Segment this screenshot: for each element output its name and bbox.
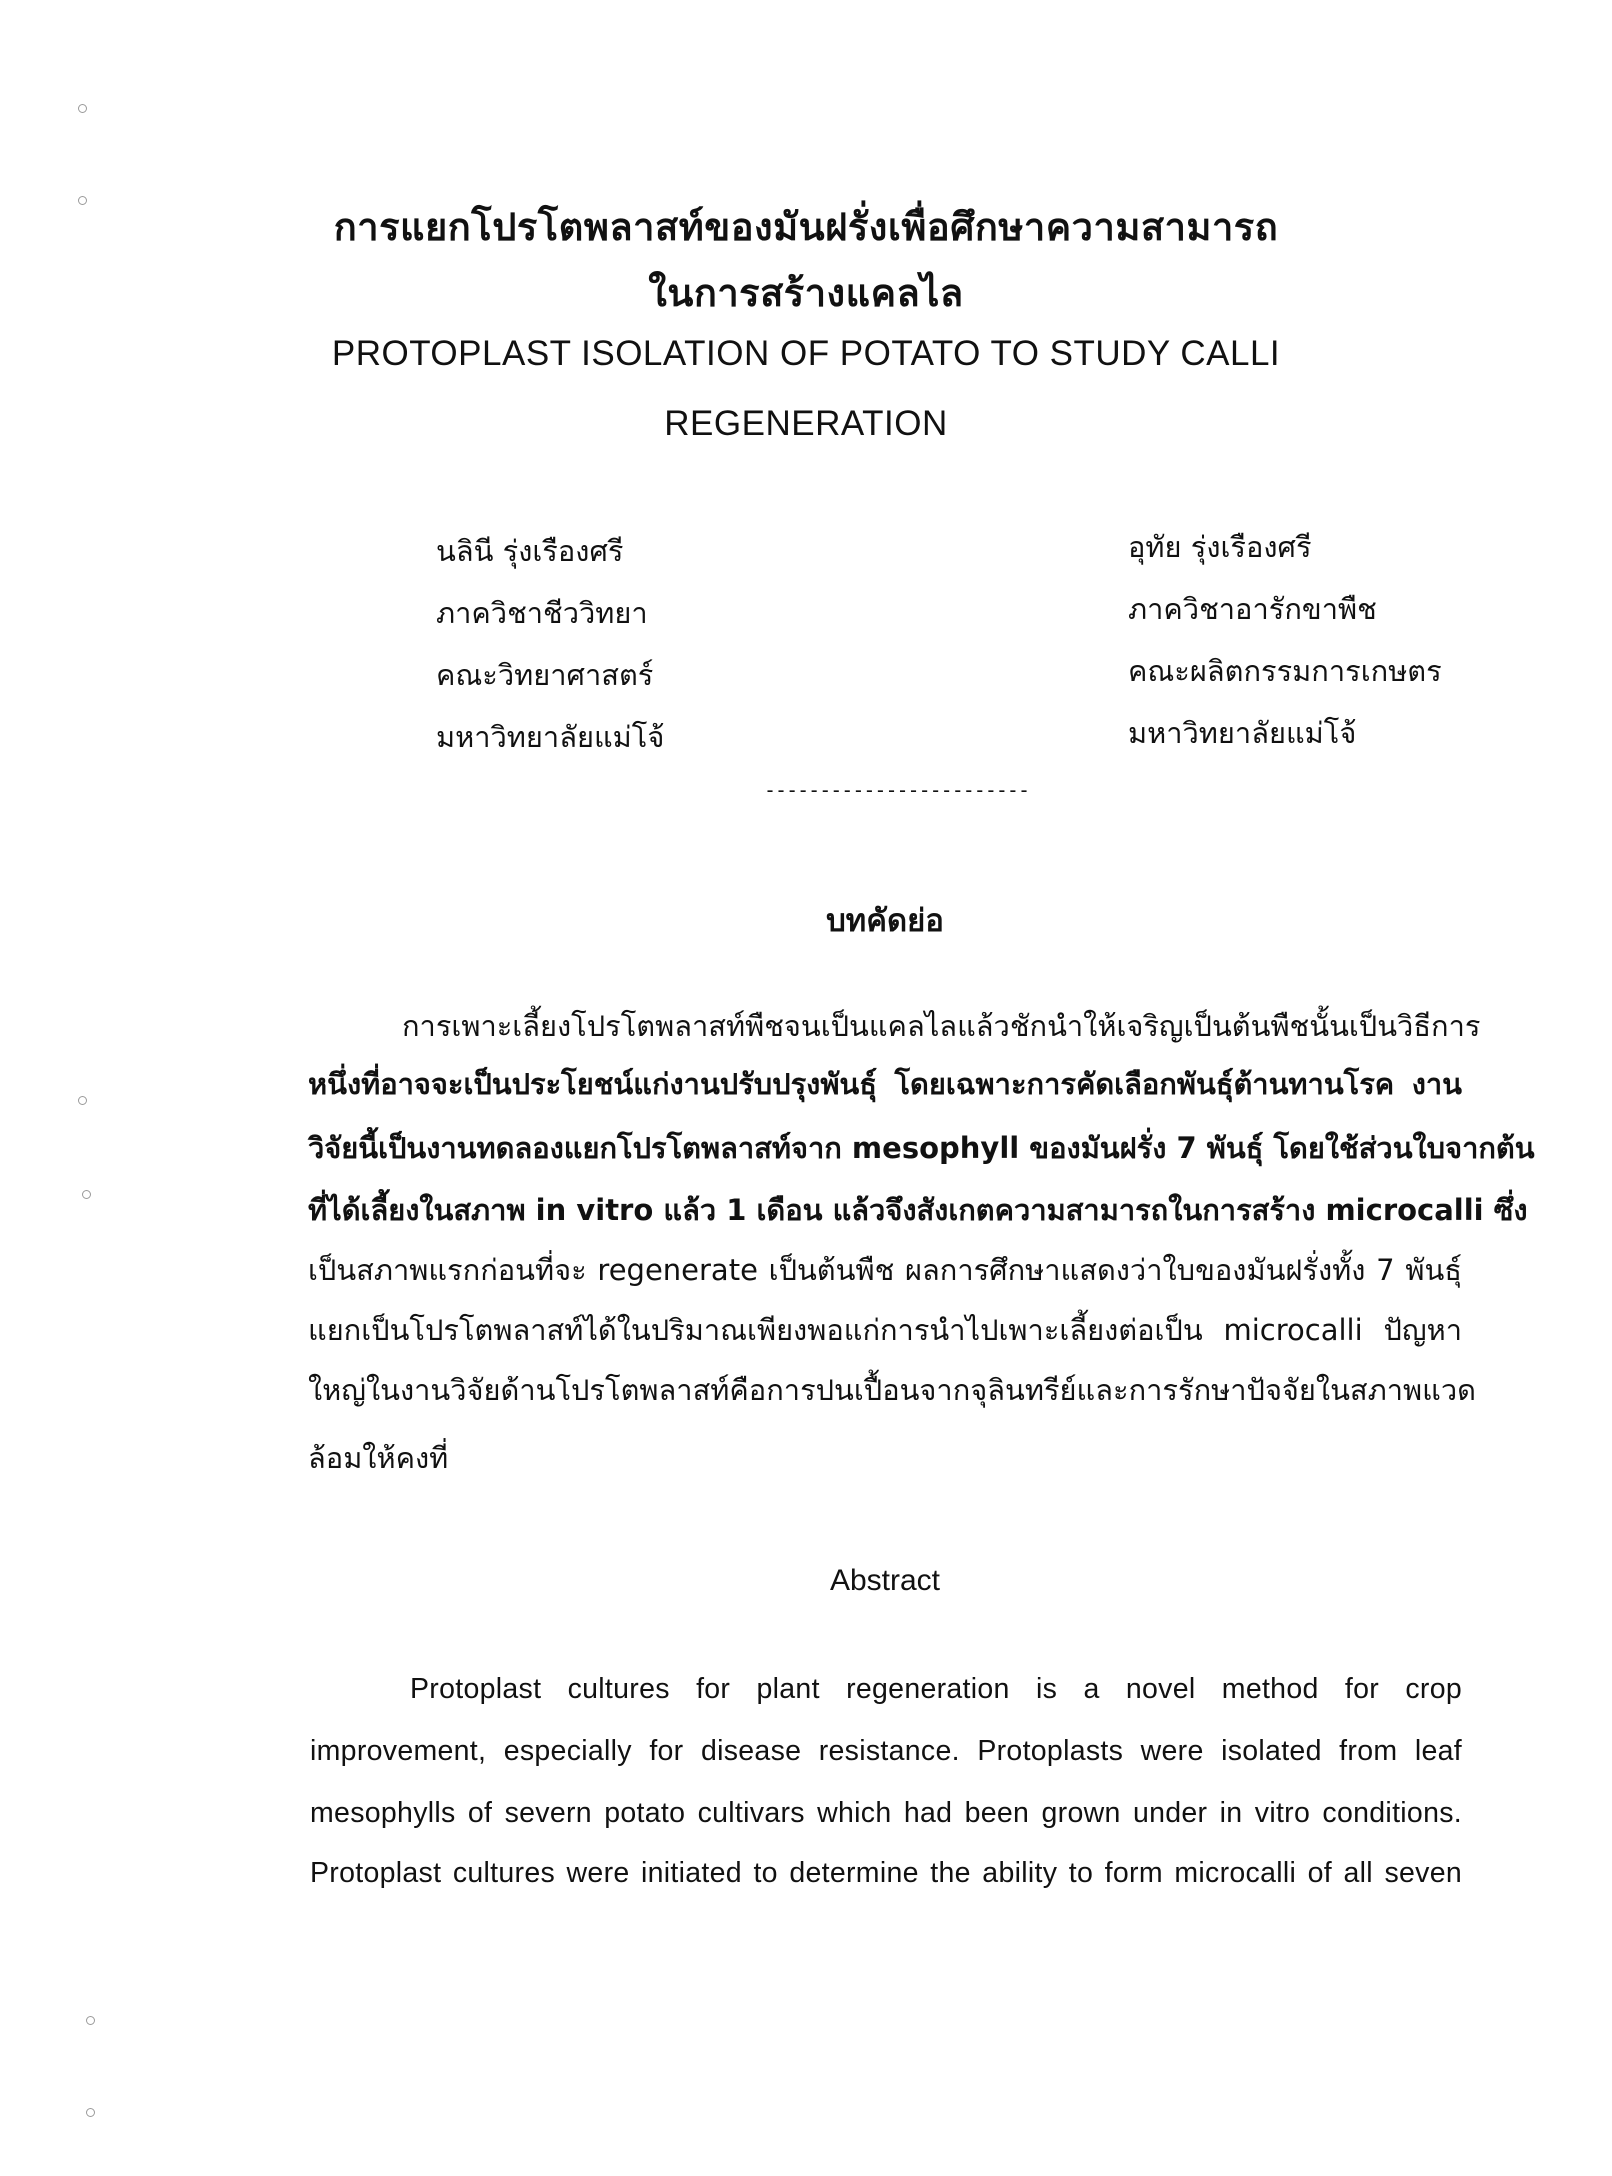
english-abstract-line: Protoplast cultures were initiated to determine the ability to form microcalli of all seven: [310, 1857, 1462, 1889]
author-department: ภาควิชาอารักขาพืช: [1128, 592, 1377, 626]
author-block-left: [436, 520, 664, 768]
english-title-line-1: PROTOPLAST ISOLATION OF POTATO TO STUDY CALLI: [331, 334, 1281, 373]
thai-abstract-line: ล้อมให้คงที่: [308, 1441, 449, 1475]
author-university: มหาวิทยาลัยแม่โจ้: [436, 720, 665, 754]
author-name: อุทัย รุ่งเรืองศรี: [1128, 530, 1312, 564]
thai-title-line-1: การแยกโปรโตพลาสท์ของมันฝรั่งเพื่อศึกษาความสามารถ: [333, 205, 1279, 249]
thai-abstract-line: เป็นสภาพแรกก่อนที่จะ regenerate เป็นต้นพืช ผลการศึกษาแสดงว่าใบของมันฝรั่งทั้ง 7 พันธุ์: [308, 1253, 1462, 1287]
thai-abstract-line: ใหญ่ในงานวิจัยด้านโปรโตพลาสท์คือการปนเปื้อนจากจุลินทรีย์และการรักษาปัจจัยในสภาพแวด: [308, 1373, 1476, 1407]
english-title-line-2: REGENERATION: [664, 404, 948, 443]
english-abstract-line: improvement, especially for disease resistance. Protoplasts were isolated from leaf: [310, 1735, 1462, 1767]
author-faculty: คณะผลิตกรรมการเกษตร: [1128, 654, 1442, 688]
author-university: มหาวิทยาลัยแม่โจ้: [1128, 716, 1357, 750]
english-abstract-heading: Abstract: [829, 1564, 941, 1597]
margin-speck: [82, 1190, 91, 1199]
author-block-right: [1128, 516, 1442, 764]
margin-speck: [86, 2108, 95, 2117]
thai-abstract-line: หนึ่งที่อาจจะเป็นประโยชน์แก่งานปรับปรุงพันธุ์ โดยเฉพาะการคัดเลือกพันธุ์ต้านทานโรค งาน: [308, 1067, 1462, 1101]
margin-speck: [86, 2016, 95, 2025]
thai-title-line-2: ในการสร้างแคลไล: [648, 271, 964, 315]
margin-speck: [78, 1096, 87, 1105]
thai-abstract-line: แยกเป็นโปรโตพลาสท์ได้ในปริมาณเพียงพอแก่การนำไปเพาะเลี้ยงต่อเป็น microcalli ปัญหา: [308, 1313, 1462, 1347]
author-name: นลินี รุ่งเรืองศรี: [436, 534, 624, 568]
thai-abstract-line: การเพาะเลี้ยงโปรโตพลาสท์พืชจนเป็นแคลไลแล้วชักนำให้เจริญเป็นต้นพืชนั้นเป็นวิธีการ: [402, 1009, 1481, 1043]
english-abstract-line: mesophylls of severn potato cultivars which had been grown under in vitro conditions.: [310, 1797, 1462, 1829]
author-faculty: คณะวิทยาศาสตร์: [436, 658, 654, 692]
thai-abstract-line: วิจัยนี้เป็นงานทดลองแยกโปรโตพลาสท์จาก mesophyll ของมันฝรั่ง 7 พันธุ์ โดยใช้ส่วนใบจากต้น: [308, 1131, 1535, 1165]
thai-abstract-heading: บทคัดย่อ: [826, 903, 944, 939]
thai-abstract-line: ที่ได้เลี้ยงในสภาพ in vitro แล้ว 1 เดือน แล้วจึงสังเกตความสามารถในการสร้าง microcalli ซึ่ง: [308, 1193, 1528, 1227]
english-abstract-line: Protoplast cultures for plant regeneration is a novel method for crop: [410, 1673, 1462, 1705]
author-department: ภาควิชาชีววิทยา: [436, 596, 648, 630]
separator-line: ------------------------: [764, 778, 1029, 802]
margin-speck: [78, 104, 87, 113]
